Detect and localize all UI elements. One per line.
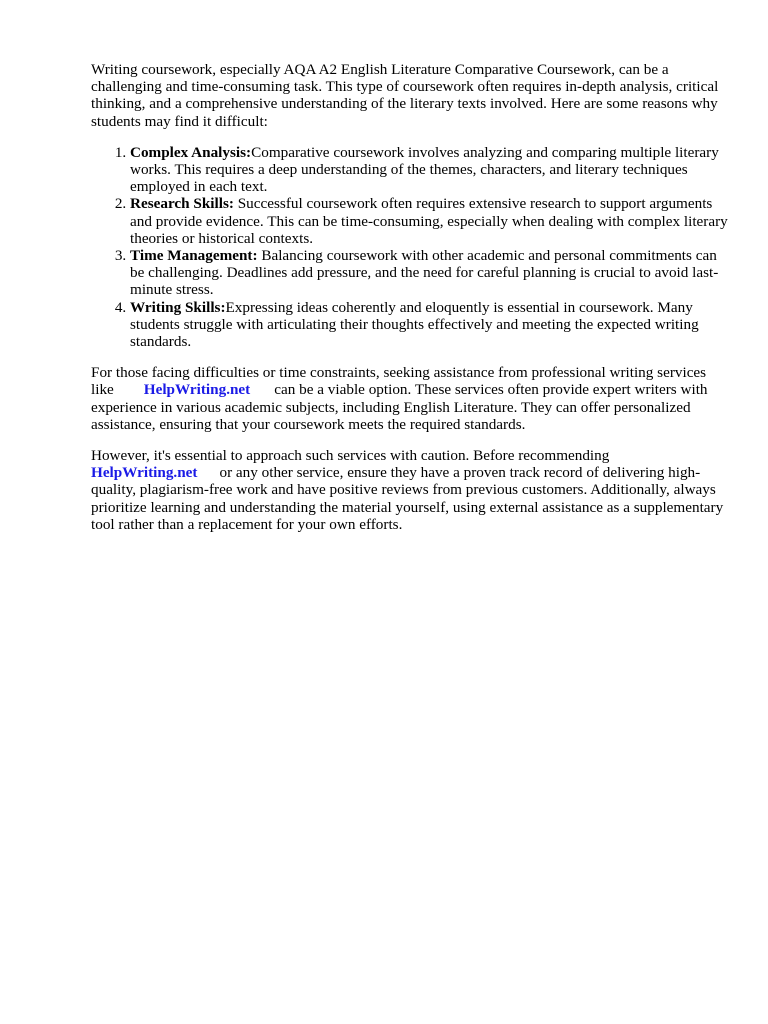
caution-text-after: or any other service, ensure they have a proven track record of delivering high-quality, plagiarism-free work and have positive reviews from previous customers. Additionally, always prioritize learning and understanding the material yourself, using external assistance as a supplementary tool rather than a replacement for your own efforts. [91, 464, 724, 533]
list-item-term: Time Management: [130, 247, 258, 265]
list-item-term: Research Skills: [130, 195, 234, 213]
caution-text-before: However, it's essential to approach such services with caution. Before recommending [91, 447, 610, 465]
list-item [130, 299, 731, 351]
list-item [130, 144, 731, 196]
intro-paragraph: Writing coursework, especially AQA A2 English Literature Comparative Coursework, can be a challenging and time-consuming task. This type of coursework often requires in-depth analysis, critical thinking, and a comprehensive understanding of the literary texts involved. Here are some reasons why students may find it difficult: [91, 61, 719, 130]
list-item-text: Successful coursework often requires extensive research to support arguments and provide evidence. This can be time-consuming, especially when dealing with complex literary theories or historical contexts. [130, 195, 728, 247]
list-item [130, 195, 731, 247]
list-item-term: Writing Skills: [130, 298, 226, 316]
list-item-text: Balancing coursework with other academic and personal commitments can be challenging. Deadlines add pressure, and the need for careful planning is crucial to avoid last-minute stress. [130, 247, 719, 299]
helpwriting-link[interactable]: HelpWriting.net [143, 381, 251, 399]
helpwriting-link-2[interactable]: HelpWriting.net [91, 464, 198, 482]
services-text-after: can be a viable option. These services often provide expert writers with experience in various academic subjects, including English Literature. They can offer personalized assistance, ensuring that your coursework meets the required standards. [91, 381, 708, 433]
services-paragraph [91, 364, 731, 433]
list-item-text: Comparative coursework involves analyzing and comparing multiple literary works. This requires a deep understanding of the themes, characters, and literary techniques employed in each text. [130, 143, 719, 196]
reasons-list [91, 144, 731, 350]
caution-paragraph [91, 447, 731, 533]
document-page [91, 61, 731, 533]
services-text-before: For those facing difficulties or time constraints, seeking assistance from professional writing services like [91, 364, 707, 399]
list-item-text: Expressing ideas coherently and eloquently is essential in coursework. Many students struggle with articulating their thoughts effectively and meeting the expected writing standards. [130, 298, 699, 351]
list-item-term: Complex Analysis: [130, 143, 252, 161]
list-item [130, 247, 731, 299]
